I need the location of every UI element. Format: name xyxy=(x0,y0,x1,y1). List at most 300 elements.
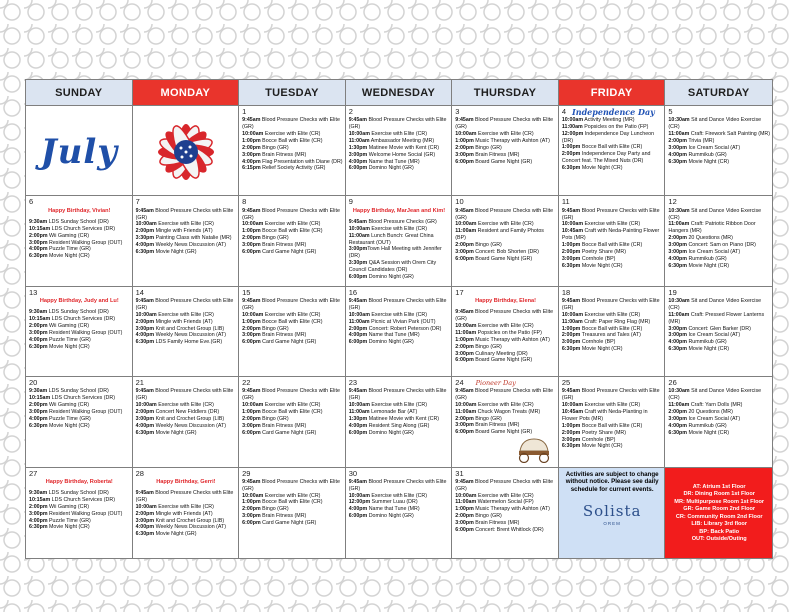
event-time: 1:00pm xyxy=(455,336,474,343)
event-item xyxy=(455,388,556,402)
day-cell-19 xyxy=(665,287,772,377)
event-time: 9:45am xyxy=(561,207,581,214)
event-description: Resident Walking Group (OUT) xyxy=(47,329,123,336)
event-time: 6:00pm xyxy=(242,520,261,527)
day-cell-10 xyxy=(452,196,559,286)
event-item xyxy=(136,332,237,339)
event-item xyxy=(455,228,556,242)
event-item xyxy=(29,511,130,518)
event-description: Resident Walking Group (OUT) xyxy=(47,409,123,416)
event-description: Ice Cream Social (AT) xyxy=(686,332,741,339)
day-number: 6 xyxy=(29,197,34,207)
event-time: 6:00pm xyxy=(242,429,261,436)
day-number: 17 xyxy=(455,287,464,297)
legend-item: MR: Multipurpose Room 1st Floor xyxy=(674,498,765,505)
day-cell-28 xyxy=(133,468,240,558)
event-description: Exercise with Elite (CR) xyxy=(263,492,321,499)
header-sunday: SUNDAY xyxy=(26,80,133,106)
event-item xyxy=(349,402,450,409)
event-time: 3:00pm xyxy=(561,339,581,346)
event-item xyxy=(455,409,556,416)
event-time: 2:00pm xyxy=(242,415,261,422)
event-item xyxy=(455,159,556,166)
event-time: 9:45am xyxy=(561,388,581,395)
event-description: Mingle with Friends (AT) xyxy=(154,318,213,325)
event-item xyxy=(29,240,130,247)
brand-subtitle: OREM xyxy=(603,521,621,527)
event-description: Music Therapy with Ashton (AT) xyxy=(473,506,550,513)
event-item xyxy=(136,423,237,430)
event-description: Blood Pressure Checks with Elite (GR) xyxy=(242,298,340,311)
event-time: 10:15am xyxy=(29,496,51,503)
event-description: Blood Pressure Checks with Elite (GR) xyxy=(561,298,660,311)
event-description: LDS Sunday School (DR) xyxy=(47,490,109,497)
event-description: Ice Cream Social (AT) xyxy=(686,415,741,422)
event-time: 6:30pm xyxy=(561,443,581,450)
event-description: LDS Sunday School (DR) xyxy=(47,218,109,225)
event-time: 4:00pm xyxy=(348,332,368,339)
event-description: Blood Pressure Checks with Elite (GR) xyxy=(242,207,340,221)
event-time: 6:00pm xyxy=(455,429,474,436)
event-time: 11:00am xyxy=(561,318,583,325)
event-time: 1:00pm xyxy=(242,499,261,506)
event-description: Puzzle Time (GR) xyxy=(47,517,91,524)
event-description: Cornhole (BP) xyxy=(580,436,616,443)
event-description: Movie Night (CR) xyxy=(580,262,623,269)
event-time: 3:00pm xyxy=(561,255,581,262)
event-time: 9:45am xyxy=(455,478,474,485)
event-time: 10:15am xyxy=(29,316,51,323)
event-item xyxy=(242,131,343,138)
event-time: 6:30pm xyxy=(561,165,581,171)
event-time: 9:45am xyxy=(348,117,367,124)
event-item xyxy=(349,117,450,131)
event-item xyxy=(455,208,556,222)
event-time: 10:00am xyxy=(561,221,584,228)
event-description: Craft: Pressed Flower Lanterns (MR) xyxy=(668,311,765,325)
day-cell-8 xyxy=(239,196,346,286)
event-item xyxy=(242,423,343,430)
event-description: Blood Pressure Checks (GR) xyxy=(366,218,437,225)
event-item xyxy=(29,316,130,323)
event-item xyxy=(455,221,556,228)
event-item xyxy=(562,221,663,228)
event-item xyxy=(242,165,343,172)
event-description: Picnic at Vivian Park (OUT) xyxy=(369,318,436,325)
event-description: Concert New Fiddlers (DR) xyxy=(154,409,220,416)
event-description: Movie Night (CR) xyxy=(47,253,90,260)
event-item xyxy=(668,242,770,249)
event-time: 3:00pm xyxy=(242,151,261,158)
event-time: 10:00am xyxy=(455,131,477,137)
event-item xyxy=(136,524,237,531)
event-description: Wii Gaming (CR) xyxy=(47,232,90,239)
event-item xyxy=(668,152,770,159)
event-description: Exercise with Elite (CR) xyxy=(156,503,214,510)
event-time: 3:00pm xyxy=(668,325,687,332)
location-legend xyxy=(665,468,772,558)
event-time: 11:00am xyxy=(668,221,690,228)
event-time: 3:00pm xyxy=(348,151,368,158)
event-description: Craft with Neda-Painting Flower Pots (MR) xyxy=(561,228,660,242)
event-description: Independence Day Party and Concert feat. The Mixed Nuts (DR) xyxy=(561,151,651,165)
event-description: Sit and Dance Video Exercise (CR) xyxy=(668,388,762,402)
event-item xyxy=(455,249,556,256)
event-item xyxy=(349,493,450,500)
event-description: Music Therapy with Ashton (AT) xyxy=(473,336,550,343)
event-description: Blood Pressure Checks with Elite (GR) xyxy=(348,388,447,402)
event-time: 10:30am xyxy=(668,298,690,305)
event-description: Brain Fitness (MR) xyxy=(473,520,520,527)
event-item xyxy=(455,351,556,358)
event-description: Cornhole (BP) xyxy=(580,339,616,346)
event-time: 10:00am xyxy=(242,311,264,318)
event-description: Welcome Home Social (GR) xyxy=(367,151,436,158)
day-cell-6 xyxy=(26,196,133,286)
event-description: Cornhole (BP) xyxy=(580,255,616,262)
event-item xyxy=(136,490,237,504)
day-cell-11 xyxy=(559,196,666,286)
event-item xyxy=(242,235,343,242)
event-time: 2:00pm xyxy=(29,232,48,239)
day-cell-14 xyxy=(133,287,240,377)
event-description: Concert: Sam on Piano (DR) xyxy=(686,242,756,249)
event-item xyxy=(136,312,237,319)
header-wednesday: WEDNESDAY xyxy=(346,80,453,106)
event-description: Card Game Night (GR) xyxy=(260,429,317,436)
event-time: 10:00am xyxy=(455,323,477,330)
event-item xyxy=(136,319,237,326)
event-item xyxy=(29,344,130,351)
event-description: Sit and Dance Video Exercise (CR) xyxy=(668,207,762,221)
event-item xyxy=(242,159,343,166)
day-cell-4 xyxy=(559,106,666,196)
day-number: 18 xyxy=(561,287,571,297)
day-cell-13 xyxy=(26,287,133,377)
event-description: Bocce Ball with Elite (CR) xyxy=(580,325,643,332)
event-time: 4:00pm xyxy=(668,422,687,429)
event-time: 1:00pm xyxy=(242,137,261,144)
event-time: 11:00am xyxy=(668,402,690,409)
event-description: Movie Night (CR) xyxy=(47,343,90,350)
event-description: Bocce Ball with Elite (CR) xyxy=(260,318,323,325)
event-description: Domino Night (GR) xyxy=(367,429,414,436)
event-item xyxy=(242,208,343,222)
event-time: 1:00pm xyxy=(455,506,474,513)
event-item xyxy=(562,228,663,242)
event-description: Mingle with Friends (AT) xyxy=(154,228,213,235)
day-cell-30 xyxy=(346,468,453,558)
event-item xyxy=(242,319,343,326)
day-cell-1 xyxy=(239,106,346,196)
event-time: 11:00am xyxy=(348,318,370,325)
event-time: 10:00am xyxy=(242,131,264,137)
event-description: Board Game Night (GR) xyxy=(473,429,533,436)
event-description: LDS Church Services (DR) xyxy=(50,395,115,402)
event-item xyxy=(349,479,450,493)
event-time: 10:00am xyxy=(242,221,264,228)
event-item xyxy=(242,152,343,159)
event-description: Knit and Crochet Group (LIB) xyxy=(154,517,225,524)
event-item xyxy=(29,323,130,330)
event-time: 3:00pm xyxy=(668,332,687,339)
event-time: 6:30pm xyxy=(561,262,581,269)
event-item xyxy=(349,274,450,281)
day-number: 14 xyxy=(135,287,144,297)
event-item xyxy=(136,511,237,518)
event-time: 12:00pm xyxy=(561,130,584,137)
event-time: 10:00am xyxy=(561,311,584,318)
event-item xyxy=(562,388,663,402)
legend-item: AT: Atrium 1st Floor xyxy=(692,483,746,490)
event-item xyxy=(136,228,237,235)
event-item xyxy=(136,430,237,437)
event-description: Weekly News Discussion (AT) xyxy=(154,422,227,429)
event-description: Craft with Neda-Planting in Flower Pots (MR) xyxy=(561,409,648,422)
event-time: 3:00pm xyxy=(135,325,155,332)
day-cell-17 xyxy=(452,287,559,377)
event-time: 3:00pm xyxy=(29,239,48,246)
event-time: 11:00am xyxy=(455,329,477,336)
event-item xyxy=(562,124,663,131)
event-description: Bocce Ball with Elite (CR) xyxy=(580,422,643,429)
event-time: 2:00pm xyxy=(561,151,581,158)
day-number: 11 xyxy=(561,197,570,207)
event-description: Rummikub (GR) xyxy=(686,255,727,262)
day-cell-18 xyxy=(559,287,666,377)
event-description: Blood Pressure Checks with Elite (GR) xyxy=(561,207,660,221)
event-item xyxy=(242,409,343,416)
day-number: 13 xyxy=(29,287,38,297)
calendar-grid xyxy=(25,79,773,559)
event-item xyxy=(562,298,663,312)
day-number: 7 xyxy=(135,197,140,207)
event-time: 1:30pm xyxy=(348,144,368,151)
event-item xyxy=(29,337,130,344)
event-time: 3:00pm xyxy=(668,242,687,249)
event-item xyxy=(242,388,343,402)
event-time: 2:00pm xyxy=(29,402,48,409)
event-time: 3:00pm xyxy=(29,510,48,517)
event-item xyxy=(242,332,343,339)
event-item xyxy=(455,499,556,506)
event-item xyxy=(668,416,770,423)
day-cell-26 xyxy=(665,377,772,467)
event-time: 6:00pm xyxy=(455,158,474,165)
event-item xyxy=(242,138,343,145)
event-time: 1:00pm xyxy=(455,137,474,144)
event-item xyxy=(242,402,343,409)
event-time: 6:30pm xyxy=(135,248,155,255)
legend-item: OUT: Outside/Outing xyxy=(691,536,747,543)
event-time: 3:30pm xyxy=(135,235,155,242)
event-item xyxy=(29,330,130,337)
event-time: 3:00pm xyxy=(455,520,474,527)
event-description: Q&A Session with Orem City Council Candidates (DR) xyxy=(348,260,437,274)
day-cell-12 xyxy=(665,196,772,286)
event-time: 9:30am xyxy=(29,490,48,497)
event-item xyxy=(562,423,663,430)
event-item xyxy=(349,152,450,159)
event-item xyxy=(29,309,130,316)
event-item xyxy=(242,513,343,520)
event-description: Movie Night (CR) xyxy=(580,443,623,450)
day-number: 10 xyxy=(455,197,464,207)
event-time: 9:45am xyxy=(348,218,367,225)
event-description: Domino Night (GR) xyxy=(367,165,414,172)
day-number: 25 xyxy=(561,378,571,388)
day-cell-16 xyxy=(346,287,453,377)
day-cell-5 xyxy=(665,106,772,196)
event-item xyxy=(29,388,130,395)
event-time: 2:00pm xyxy=(561,332,581,339)
event-item xyxy=(136,242,237,249)
event-time: 4:00pm xyxy=(29,336,48,343)
event-time: 4:00pm xyxy=(668,151,687,158)
event-description: Resident and Family Photos (BP) xyxy=(455,228,544,242)
event-description: Rummikub (GR) xyxy=(686,339,727,346)
day-cell-29 xyxy=(239,468,346,558)
event-description: Weekly News Discussion (AT) xyxy=(154,524,227,531)
event-time: 10:30am xyxy=(668,117,690,124)
event-item xyxy=(136,221,237,228)
event-description: Sit and Dance Video Exercise (CR) xyxy=(668,298,762,311)
header-saturday: SATURDAY xyxy=(665,80,772,106)
event-item xyxy=(349,246,450,260)
event-time: 10:00am xyxy=(455,492,477,499)
notice-cell xyxy=(559,468,666,558)
day-number: 22 xyxy=(242,378,251,388)
day-number: 4 xyxy=(561,107,567,116)
event-time: 2:00pm xyxy=(242,144,261,151)
event-item xyxy=(562,242,663,249)
event-time: 12:00pm xyxy=(348,499,371,506)
event-description: LDS Church Services (DR) xyxy=(50,316,115,323)
event-item xyxy=(562,332,663,339)
event-time: 6:30pm xyxy=(668,429,687,436)
event-description: Puzzle Time (GR) xyxy=(47,336,91,343)
event-description: LDS Church Services (DR) xyxy=(50,225,115,232)
event-time: 2:00pm xyxy=(135,228,155,235)
event-description: Exercise with Elite (CR) xyxy=(476,221,534,228)
event-description: Bocce Ball with Elite (CR) xyxy=(260,499,323,506)
event-item xyxy=(455,330,556,337)
event-description: Bocce Ball with Elite (CR) xyxy=(580,144,643,151)
event-item xyxy=(668,339,770,346)
event-item xyxy=(562,346,663,353)
event-time: 9:45am xyxy=(135,207,154,214)
event-time: 9:30am xyxy=(29,218,48,225)
event-item xyxy=(562,249,663,256)
event-time: 10:00am xyxy=(348,402,370,409)
event-item xyxy=(136,326,237,333)
day-number: 15 xyxy=(242,287,251,297)
event-time: 2:00pm xyxy=(455,144,474,151)
event-item xyxy=(668,131,770,138)
event-item xyxy=(562,312,663,319)
event-time: 3:00pm xyxy=(455,422,474,429)
event-description: Blood Pressure Checks with Elite (GR) xyxy=(348,478,447,492)
event-time: 2:00pm xyxy=(135,510,155,517)
event-item xyxy=(136,339,237,346)
event-item xyxy=(29,490,130,497)
event-time: 3:00pm xyxy=(668,144,687,151)
event-item xyxy=(349,145,450,152)
event-item xyxy=(455,117,556,131)
event-time: 6:15pm xyxy=(242,165,261,172)
event-description: Movie Night (CR) xyxy=(580,346,623,353)
event-description: Bocce Ball with Elite (CR) xyxy=(260,409,323,416)
birthday-message: Happy Birthday, Judy and Lu! xyxy=(39,298,119,305)
event-item xyxy=(349,159,450,166)
event-item xyxy=(136,388,237,402)
event-item xyxy=(242,520,343,527)
event-description: Domino Night (GR) xyxy=(367,513,414,520)
event-time: 2:00pm xyxy=(668,409,687,416)
birthday-message: Happy Birthday, Vivian! xyxy=(48,207,111,214)
event-description: Blood Pressure Checks with Elite (GR) xyxy=(455,309,554,323)
event-item xyxy=(455,513,556,520)
event-time: 1:00pm xyxy=(242,409,261,416)
event-item xyxy=(242,242,343,249)
event-item xyxy=(136,518,237,525)
event-item xyxy=(349,219,450,226)
event-time: 11:00am xyxy=(348,232,370,239)
day-number: 19 xyxy=(668,287,677,297)
event-time: 6:00pm xyxy=(242,248,261,255)
event-description: Knit and Crochet Group (LIB) xyxy=(154,325,225,332)
event-time: 1:00pm xyxy=(561,144,581,151)
event-time: 9:45am xyxy=(348,388,367,395)
event-description: Exercise with Elite (CR) xyxy=(263,311,321,318)
event-description: 20 Questions (MR) xyxy=(686,235,733,242)
event-time: 2:00pm xyxy=(242,235,261,242)
event-time: 9:45am xyxy=(455,388,474,395)
event-item xyxy=(29,226,130,233)
header-thursday: THURSDAY xyxy=(452,80,559,106)
event-time: 3:00pm xyxy=(242,332,261,339)
event-description: Bingo (GR) xyxy=(473,415,502,422)
day-number: 29 xyxy=(242,468,251,478)
day-number: 16 xyxy=(348,287,358,297)
event-time: 3:00pm xyxy=(242,422,261,429)
event-item xyxy=(349,319,450,326)
event-description: Resident Walking Group (OUT) xyxy=(47,510,123,517)
day-number: 1 xyxy=(242,107,247,116)
event-description: Relief Society Activity (GR) xyxy=(260,165,326,172)
event-time: 6:00pm xyxy=(348,165,368,172)
event-time: 6:30pm xyxy=(29,253,48,260)
event-item xyxy=(29,402,130,409)
event-time: 6:30pm xyxy=(668,346,687,353)
day-cell-25 xyxy=(559,377,666,467)
event-item xyxy=(668,423,770,430)
event-description: Resident Walking Group (OUT) xyxy=(47,239,123,246)
event-item xyxy=(136,531,237,538)
event-item xyxy=(668,388,770,402)
day-number: 27 xyxy=(29,468,38,478)
event-time: 10:00am xyxy=(135,311,157,318)
day-cell-23 xyxy=(346,377,453,467)
event-time: 10:00am xyxy=(455,221,477,228)
event-description: Bingo (GR) xyxy=(473,343,502,350)
event-time: 11:00am xyxy=(668,131,690,137)
event-description: Trivia (MR) xyxy=(686,137,715,144)
event-time: 10:00am xyxy=(348,225,370,232)
event-description: Movie Night (CR) xyxy=(686,158,730,165)
event-item xyxy=(29,409,130,416)
event-time: 10:30am xyxy=(668,207,690,214)
